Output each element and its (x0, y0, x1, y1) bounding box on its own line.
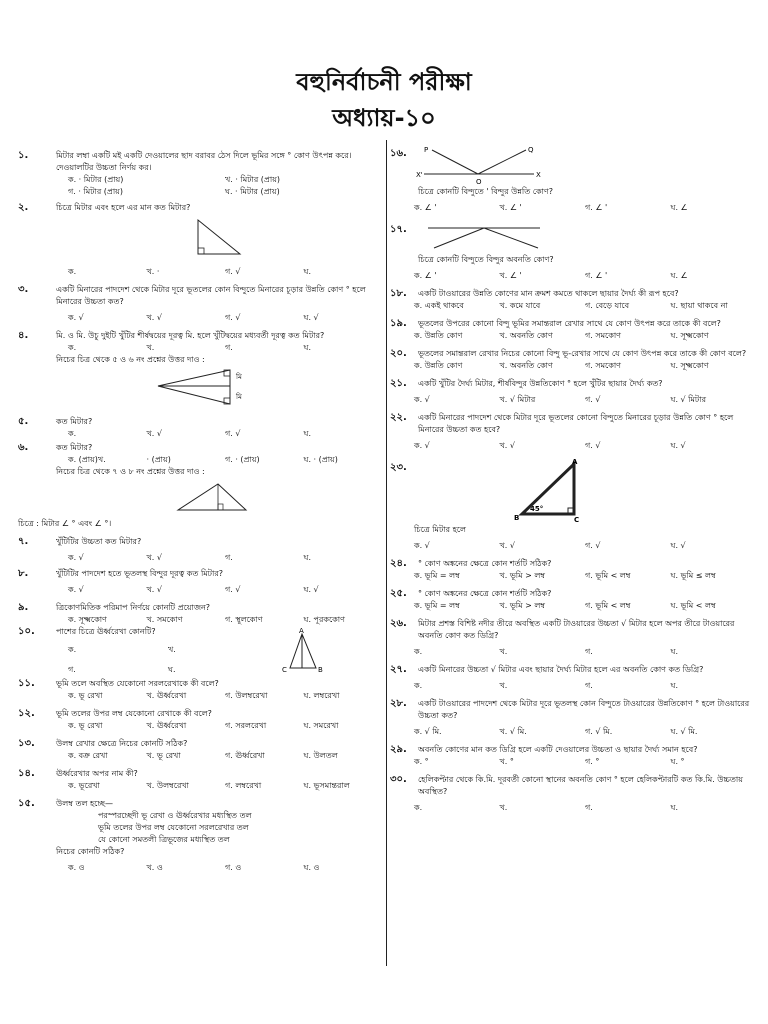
option[interactable]: ক. ও (68, 863, 85, 872)
instruction-text: নিচের চিত্র থেকে ৭ ও ৮ নং প্রশ্নের উত্তর দাও : (56, 467, 205, 476)
statement: যে কোনো সমতলী ত্রিভূজের মধ্যস্থিত তল (98, 835, 230, 844)
question-number: ২৬. (390, 618, 407, 629)
option[interactable]: খ. (499, 681, 508, 690)
question-text: ° কোণ অঙ্কনের ক্ষেত্রে কোন শর্তটি সঠিক? (418, 589, 552, 598)
question-29 (390, 744, 756, 756)
options (414, 300, 756, 312)
option[interactable]: ক. ° (414, 757, 429, 766)
options (68, 780, 382, 792)
option[interactable]: ক. (68, 343, 77, 352)
question-text: ঊর্ধ্বরেখার অপর নাম কী? (56, 769, 138, 778)
option[interactable]: খ. (146, 343, 155, 352)
q7-8-triangle-figure (18, 478, 382, 514)
question-25 (390, 588, 756, 600)
question-number: ২২. (390, 412, 407, 423)
option[interactable]: ক. ভূ রেখা (68, 721, 103, 730)
question-text: একটি মিনারের উচ্চতা √ মিটার এবং ছায়ার দৈর্ঘ্য মিটার হলে এর অবনতি কোণ কত ডিগ্রি? (418, 665, 704, 674)
option[interactable]: গ. (225, 343, 233, 352)
option[interactable]: ঘ. · (প্রায়) (303, 455, 338, 464)
option[interactable]: ঘ. (303, 343, 311, 352)
question-text: একটি মিনারের পাদদেশ থেকে মিটার দূরে ভূতলের কোন বিন্দুতে মিনারের চূড়ার উন্নতি কোণ ° হলে মিনারের উচ্চতা কত? (56, 285, 366, 306)
point-label: O (476, 178, 482, 186)
option[interactable]: ঘ. লম্বরেখা (303, 691, 340, 700)
options (414, 394, 756, 406)
vertex-label: B (514, 514, 520, 522)
options (414, 680, 756, 692)
option[interactable]: ঘ. (670, 647, 678, 656)
option[interactable]: খ. (168, 645, 176, 654)
question-28 (390, 698, 756, 722)
question-7 (18, 536, 382, 548)
option[interactable]: খ. ও (146, 863, 163, 872)
question-text: ° কোণ অঙ্কনের ক্ষেত্রে কোন শর্তটি সঠিক? (418, 559, 552, 568)
option[interactable]: ক. ∠ ' (414, 203, 437, 212)
question-22 (390, 412, 756, 436)
option[interactable]: খ. √ (499, 541, 515, 550)
question-16-figure-row (390, 144, 756, 186)
option[interactable]: ক. √ (68, 313, 84, 322)
question-3 (18, 284, 382, 308)
option[interactable]: গ. · (প্রায়) (225, 455, 260, 464)
option[interactable]: খ. √ (146, 429, 162, 438)
option[interactable]: ক. · মিটার (প্রায়) (68, 175, 124, 184)
option[interactable]: গ. · মিটার (প্রায়) (68, 187, 124, 196)
q2-triangle-figure (18, 214, 382, 258)
option[interactable]: গ. বেড়ে যাবে (585, 301, 630, 310)
option[interactable]: ক. ভূরেখা (68, 781, 100, 790)
option[interactable]: গ. √ (585, 395, 601, 404)
vertex-label: C (282, 666, 287, 674)
option[interactable]: গ. ∠ ' (585, 203, 608, 212)
question-number: ১৬. (390, 148, 407, 159)
option[interactable]: খ. ঊর্ধ্বরেখা (146, 721, 187, 730)
options (68, 614, 382, 626)
option[interactable]: খ. অবনতি কোণ (499, 331, 553, 340)
option[interactable]: গ. ° (585, 757, 600, 766)
options (68, 690, 382, 702)
option[interactable]: ঘ. ∠ (670, 203, 688, 212)
option[interactable]: ঘ. · মিটার (প্রায়) (225, 187, 280, 196)
option[interactable]: ঘ. ∠ (670, 271, 688, 280)
options (414, 202, 756, 214)
question-text: পাশের চিত্রে ঊর্ধ্বরেখা কোনটি? (56, 627, 156, 636)
option[interactable]: ঘ. √ মি. (670, 727, 698, 736)
option[interactable]: ক. ভূ রেখা (68, 691, 103, 700)
question-text: একটি মিনারের পাদদেশ থেকে মিটার দূরে ভূতলের কোনো বিন্দুতে মিনারের চূড়ার উন্নতি কোণ ° হলে মিনারের উচ্চতা কত হবে? (418, 413, 734, 434)
question-number: ২. (18, 202, 29, 213)
option[interactable]: খ. ∠ ' (499, 271, 522, 280)
question-11 (18, 678, 382, 690)
question-27 (390, 664, 756, 676)
option[interactable]: গ. ভূমি < লম্ব (585, 601, 631, 610)
chapter-title: অধ্যায়-১০ (332, 104, 436, 132)
question-number: ২৪. (390, 558, 407, 569)
option[interactable]: গ. ও (225, 863, 242, 872)
option[interactable]: ক. উন্নতি কোণ (414, 331, 463, 340)
option[interactable]: · (প্রায়) (146, 455, 171, 464)
option[interactable]: ঘ. ছায়া থাকবে না (670, 301, 728, 310)
options (68, 428, 382, 440)
question-text: উলম্ব তল হচ্ছে— (56, 799, 113, 808)
option[interactable]: ঘ. √ (303, 313, 319, 322)
option[interactable]: খ. ° (499, 757, 514, 766)
option[interactable]: ক. (414, 681, 423, 690)
question-text: ভূমি তলের উপর লম্ব যেকোনো রেখাকে কী বলে? (56, 709, 212, 718)
question-17 (390, 254, 756, 266)
point-label: X (536, 171, 541, 179)
options (414, 540, 756, 552)
question-number: ৩. (18, 284, 29, 295)
option[interactable]: ক. (68, 645, 77, 654)
option[interactable]: গ. (585, 647, 593, 656)
option[interactable]: ক. উন্নতি কোণ (414, 361, 463, 370)
options (414, 440, 756, 452)
option[interactable]: ক. ভূমি = লম্ব (414, 601, 460, 610)
angle-label: 45° (530, 505, 544, 513)
option[interactable]: খ. কমে যাবে (499, 301, 541, 310)
question-number: ২৯. (390, 744, 407, 755)
question-text: চিত্রে কোনটি বিন্দুতে বিন্দুর অবনতি কোণ? (418, 255, 554, 264)
question-number: ২৫. (390, 588, 407, 599)
option[interactable]: খ. √ মিটার (499, 395, 536, 404)
option[interactable]: ক. সূক্ষ্মকোণ (68, 615, 107, 624)
option[interactable]: ক. একই থাকবে (414, 301, 464, 310)
option[interactable]: ক. √ (414, 441, 430, 450)
options (68, 862, 382, 874)
question-number: ২৭. (390, 664, 407, 675)
question-number: ৮. (18, 568, 29, 579)
question-text: হেলিকপ্টার থেকে কি.মি. দূরবর্তী কোনো স্থানের অবনতি কোণ ° হলে হেলিকপ্টারটি কত কি.মি. উচ্চতায় অবস্থিত? (418, 775, 743, 796)
point-label: P (424, 146, 429, 154)
option[interactable]: গ. উলম্বরেখা (225, 691, 268, 700)
option[interactable]: ঘ. ভূমি < লম্ব (670, 601, 716, 610)
question-text: ভূতলের উপরের কোনো বিন্দু ভূমির সমান্তরাল রেখার সাথে যে কোণ উৎপন্ন করে তাকে কী বলে? (418, 319, 721, 328)
q16-angle-figure (414, 144, 544, 186)
question-number: ২৩. (390, 462, 407, 473)
statement: পরস্পরচ্ছেদী ভূ রেখা ও ঊর্ধ্বরেখার মধ্যস্থিত তল (98, 811, 252, 820)
question-13 (18, 738, 382, 750)
question-text: চিত্রে মিটার এবং হলে এর মান কত মিটার? (56, 203, 191, 212)
option[interactable]: গ. √ (225, 267, 241, 276)
option[interactable]: ঘ. (168, 665, 176, 674)
option[interactable]: ঘ. সমরেখা (303, 721, 339, 730)
question-text: ত্রিকোণমিতিক পরিমাপ নির্ণয়ে কোনটি প্রয়োজন? (56, 603, 211, 612)
caption-text: চিত্রে : মিটার ∠ ° এবং ∠ °। (18, 519, 112, 528)
question-text: মিটার লম্বা একটি মই একটি দেওয়ালের ছাদ বরাবর ঠেস দিলে ভূমির সঙ্গে ° কোণ উৎপন্ন করে। দেওয়ালটির উচ্চতা নির্ণয় কর। (56, 151, 352, 172)
question-10 (18, 626, 382, 676)
vertex-label: A (299, 627, 304, 635)
question-text: মিটার প্রশস্ত বিশিষ্ট নদীর তীরে অবস্থিত একটি টাওয়ারের উচ্চতা √ মিটার হলে অপর তীরে টাওয়ারের অবনতি কোণ কত ডিগ্রি? (418, 619, 735, 640)
option[interactable]: খ. √ (499, 441, 515, 450)
question-text: ভূতলের সমান্তরাল রেখার নিচের কোনো বিন্দু ভূ-রেখার সাথে যে কোণ উৎপন্ন করে তাকে কী কোণ বলে? (418, 349, 747, 358)
option[interactable]: খ. √ (146, 585, 162, 594)
option[interactable]: ঘ. √ (670, 541, 686, 550)
question-24 (390, 558, 756, 570)
point-label: X' (416, 171, 423, 179)
option[interactable]: গ. √ (225, 429, 241, 438)
prompt-text: নিচের কোনটি সঠিক? (56, 847, 125, 856)
option[interactable]: ক. (68, 429, 77, 438)
option[interactable]: ক. ভূমি = লম্ব (414, 571, 460, 580)
options (68, 750, 382, 762)
option[interactable]: গ. (225, 553, 233, 562)
option[interactable]: ঘ. ও (303, 863, 320, 872)
question-number: ৬. (18, 442, 29, 453)
option[interactable]: ক. √ (68, 553, 84, 562)
question-20 (390, 348, 756, 360)
options (414, 330, 756, 342)
left-column (18, 140, 382, 874)
question-23-figure-row (390, 458, 756, 524)
option[interactable]: খ. · (146, 267, 160, 276)
question-23 (390, 524, 756, 536)
option[interactable]: ক. (68, 267, 77, 276)
option[interactable]: ঘ. পূরককোণ (303, 615, 345, 624)
question-number: ১. (18, 150, 29, 161)
question-number: ২০. (390, 348, 407, 359)
option[interactable]: খ. উলম্বরেখা (146, 781, 189, 790)
option[interactable]: খ. সমকোণ (146, 615, 183, 624)
question-number: ১৩. (18, 738, 35, 749)
question-number: ১৮. (390, 288, 407, 299)
question-number: ১৭. (390, 224, 407, 235)
option[interactable]: ক. ∠ ' (414, 271, 437, 280)
question-text: একটি টাওয়ারের উন্নতি কোণের মান ক্রমশ কমতে থাকলে ছায়ার দৈর্ঘ্য কী রূপ হবে? (418, 289, 679, 298)
question-4 (18, 330, 382, 342)
option[interactable]: গ. স্থূলকোণ (225, 615, 263, 624)
option[interactable]: গ. √ (225, 585, 241, 594)
option[interactable]: গ. √ (585, 441, 601, 450)
option[interactable]: খ. ঊর্ধ্বরেখা (146, 691, 187, 700)
option[interactable]: খ. ভূমি > লম্ব (499, 601, 545, 610)
question-text: খুঁটিটির উচ্চতা কত মিটার? (56, 537, 142, 546)
option[interactable]: ঘ. (303, 553, 311, 562)
options (68, 312, 382, 324)
option[interactable]: ক. √ মি. (414, 727, 442, 736)
option[interactable]: খ. √ (146, 313, 162, 322)
instruction-7-8 (18, 466, 382, 478)
question-30 (390, 774, 756, 798)
question-number: ৭. (18, 536, 29, 547)
options (414, 756, 756, 768)
height-label: মি (236, 373, 242, 381)
options (414, 600, 756, 612)
q23-triangle-figure (510, 458, 590, 524)
options (414, 646, 756, 658)
question-8 (18, 568, 382, 580)
question-number: ৫. (18, 416, 29, 427)
option[interactable]: খ. √ মি. (499, 727, 527, 736)
question-18 (390, 288, 756, 300)
option[interactable]: খ. ভূমি > লম্ব (499, 571, 545, 580)
figure-caption-7-8 (18, 518, 382, 530)
option[interactable]: ঘ. (303, 267, 311, 276)
option[interactable]: গ. সমকোণ (585, 331, 622, 340)
question-5 (18, 416, 382, 428)
option[interactable]: গ. √ মি. (585, 727, 613, 736)
question-text: একটি খুঁটির দৈর্ঘ্য মিটার, শীর্ষবিন্দুর উন্নতিকোণ ° হলে খুঁটির ছায়ার দৈর্ঘ্য কত? (418, 379, 663, 388)
options (68, 552, 382, 564)
question-text: ভূমি তলে অবস্থিত যেকোনো সরলরেখাকে কী বলে? (56, 679, 219, 688)
question-text: কত মিটার? (56, 443, 93, 452)
question-2 (18, 202, 382, 214)
option[interactable]: ঘ. √ (670, 441, 686, 450)
option[interactable]: ক. √ (414, 541, 430, 550)
option[interactable]: খ. অবনতি কোণ (499, 361, 553, 370)
option[interactable]: ঘ. সূক্ষ্মকোণ (670, 361, 709, 370)
question-text: অবনতি কোণের মান কত ডিগ্রি হলে একটি দেওয়ালের উচ্চতা ও ছায়ার দৈর্ঘ্য সমান হবে? (418, 745, 698, 754)
options (68, 584, 382, 596)
question-text: খুঁটিটির পাদদেশ হতে ভূতলস্থ বিন্দুর দূরত্ব কত মিটার? (56, 569, 224, 578)
options (414, 802, 756, 814)
option[interactable]: ঘ. ° (670, 757, 685, 766)
option[interactable]: ক. বক্র রেখা (68, 751, 108, 760)
option[interactable]: ক. √ (68, 585, 84, 594)
option[interactable]: খ. · মিটার (প্রায়) (225, 175, 281, 184)
question-15 (18, 798, 382, 810)
question-number: ১২. (18, 708, 35, 719)
page-title: বহুনির্বাচনী পরীক্ষা (296, 68, 472, 96)
q5-6-kite-figure (18, 366, 382, 410)
question-17-figure-row (390, 220, 756, 254)
question-16 (390, 186, 756, 198)
instruction-text: নিচের চিত্র থেকে ৫ ও ৬ নং প্রশ্নের উত্তর দাও : (56, 355, 205, 364)
question-text: চিত্রে মিটার হলে (414, 525, 466, 534)
question-14 (18, 768, 382, 780)
question-number: ১৫. (18, 798, 35, 809)
question-number: ৯. (18, 602, 29, 613)
option[interactable]: ঘ. (670, 803, 678, 812)
question-number: ২৮. (390, 698, 407, 709)
question-6 (18, 442, 382, 454)
option[interactable]: খ. (499, 803, 508, 812)
instruction-5-6 (18, 354, 382, 366)
option[interactable]: গ. √ (585, 541, 601, 550)
question-12 (18, 708, 382, 720)
statement: ভূমি তলের উপর লম্ব যেকোনো সরলরেখার তল (98, 823, 249, 832)
question-text: কত মিটার? (56, 417, 93, 426)
option[interactable]: ঘ. ভূমি ≤ লম্ব (670, 571, 716, 580)
option[interactable]: ঘ. উলতল (303, 751, 338, 760)
q10-options (68, 640, 268, 680)
options (68, 720, 382, 732)
option[interactable]: খ. ∠ ' (499, 203, 522, 212)
option[interactable]: খ. (499, 647, 508, 656)
option[interactable]: গ. সরলরেখা (225, 721, 267, 730)
option[interactable]: ক. (প্রায়)খ. (68, 455, 106, 464)
vertex-label: A (572, 458, 578, 466)
option[interactable]: ঘ. ভূসমান্তরাল (303, 781, 350, 790)
question-19 (390, 318, 756, 330)
option[interactable]: ক. (414, 803, 423, 812)
question-9 (18, 602, 382, 614)
right-column (390, 140, 756, 814)
options (68, 454, 382, 466)
option[interactable]: ক. (414, 647, 423, 656)
option[interactable]: গ. লম্বরেখা (225, 781, 262, 790)
option[interactable]: ক. √ (414, 395, 430, 404)
question-number: ৩০. (390, 774, 407, 785)
options (414, 726, 756, 738)
q17-angle-figure (420, 220, 550, 254)
option[interactable]: খ. √ (146, 553, 162, 562)
option[interactable]: গ. (585, 681, 593, 690)
vertex-label: C (574, 516, 580, 524)
point-label: Q (528, 146, 534, 154)
question-1 (18, 150, 382, 174)
option[interactable]: গ. √ (225, 313, 241, 322)
option[interactable]: ঘ. (303, 429, 311, 438)
option[interactable]: গ. (585, 803, 593, 812)
option[interactable]: গ. ∠ ' (585, 271, 608, 280)
question-26 (390, 618, 756, 642)
options (68, 342, 382, 354)
option[interactable]: ঘ. √ মিটার (670, 395, 706, 404)
question-text: উলম্ব রেখার ক্ষেত্রে নিচের কোনটি সঠিক? (56, 739, 188, 748)
options (68, 186, 382, 198)
options (414, 360, 756, 372)
option[interactable]: ঘ. (670, 681, 678, 690)
question-number: ১০. (18, 626, 35, 637)
question-number: ১৯. (390, 318, 407, 329)
option[interactable]: খ. ভূ রেখা (146, 751, 181, 760)
question-21 (390, 378, 756, 390)
option[interactable]: গ. সমকোণ (585, 361, 622, 370)
height-label: মি (236, 393, 242, 401)
options (414, 270, 756, 282)
option[interactable]: গ. (68, 665, 76, 674)
column-divider (386, 140, 387, 966)
q10-triangle-figure (276, 626, 336, 676)
question-number: ২১. (390, 378, 407, 389)
question-text: মি. ও মি. উচু দুইটি খুঁটির শীর্ষদ্বয়ের দূরত্ব মি. হলে খুঁটিদ্বয়ের মধ্যবর্তী দূরত্ব কত মিটার? (56, 331, 325, 340)
options (414, 570, 756, 582)
options (68, 174, 382, 186)
question-number: ১৪. (18, 768, 35, 779)
question-text: একটি টাওয়ারের পাদদেশ থেকে মিটার দূরে ভূতলস্থ কোন বিন্দুতে টাওয়ারের উন্নতিকোণ ° হলে টাওয়ারের উচ্চতা কত? (418, 699, 750, 720)
question-number: ৪. (18, 330, 29, 341)
option[interactable]: গ. ভূমি < লম্ব (585, 571, 631, 580)
option[interactable]: গ. ঊর্ধ্বরেখা (225, 751, 265, 760)
options (68, 266, 382, 278)
question-number: ১১. (18, 678, 35, 689)
option[interactable]: ঘ. সূক্ষ্মকোণ (670, 331, 709, 340)
vertex-label: B (318, 666, 323, 674)
question-text: চিত্রে কোনটি বিন্দুতে ' বিন্দুর উন্নতি কোণ? (418, 187, 554, 196)
q15-prompt (18, 846, 382, 858)
option[interactable]: ঘ. √ (303, 585, 319, 594)
